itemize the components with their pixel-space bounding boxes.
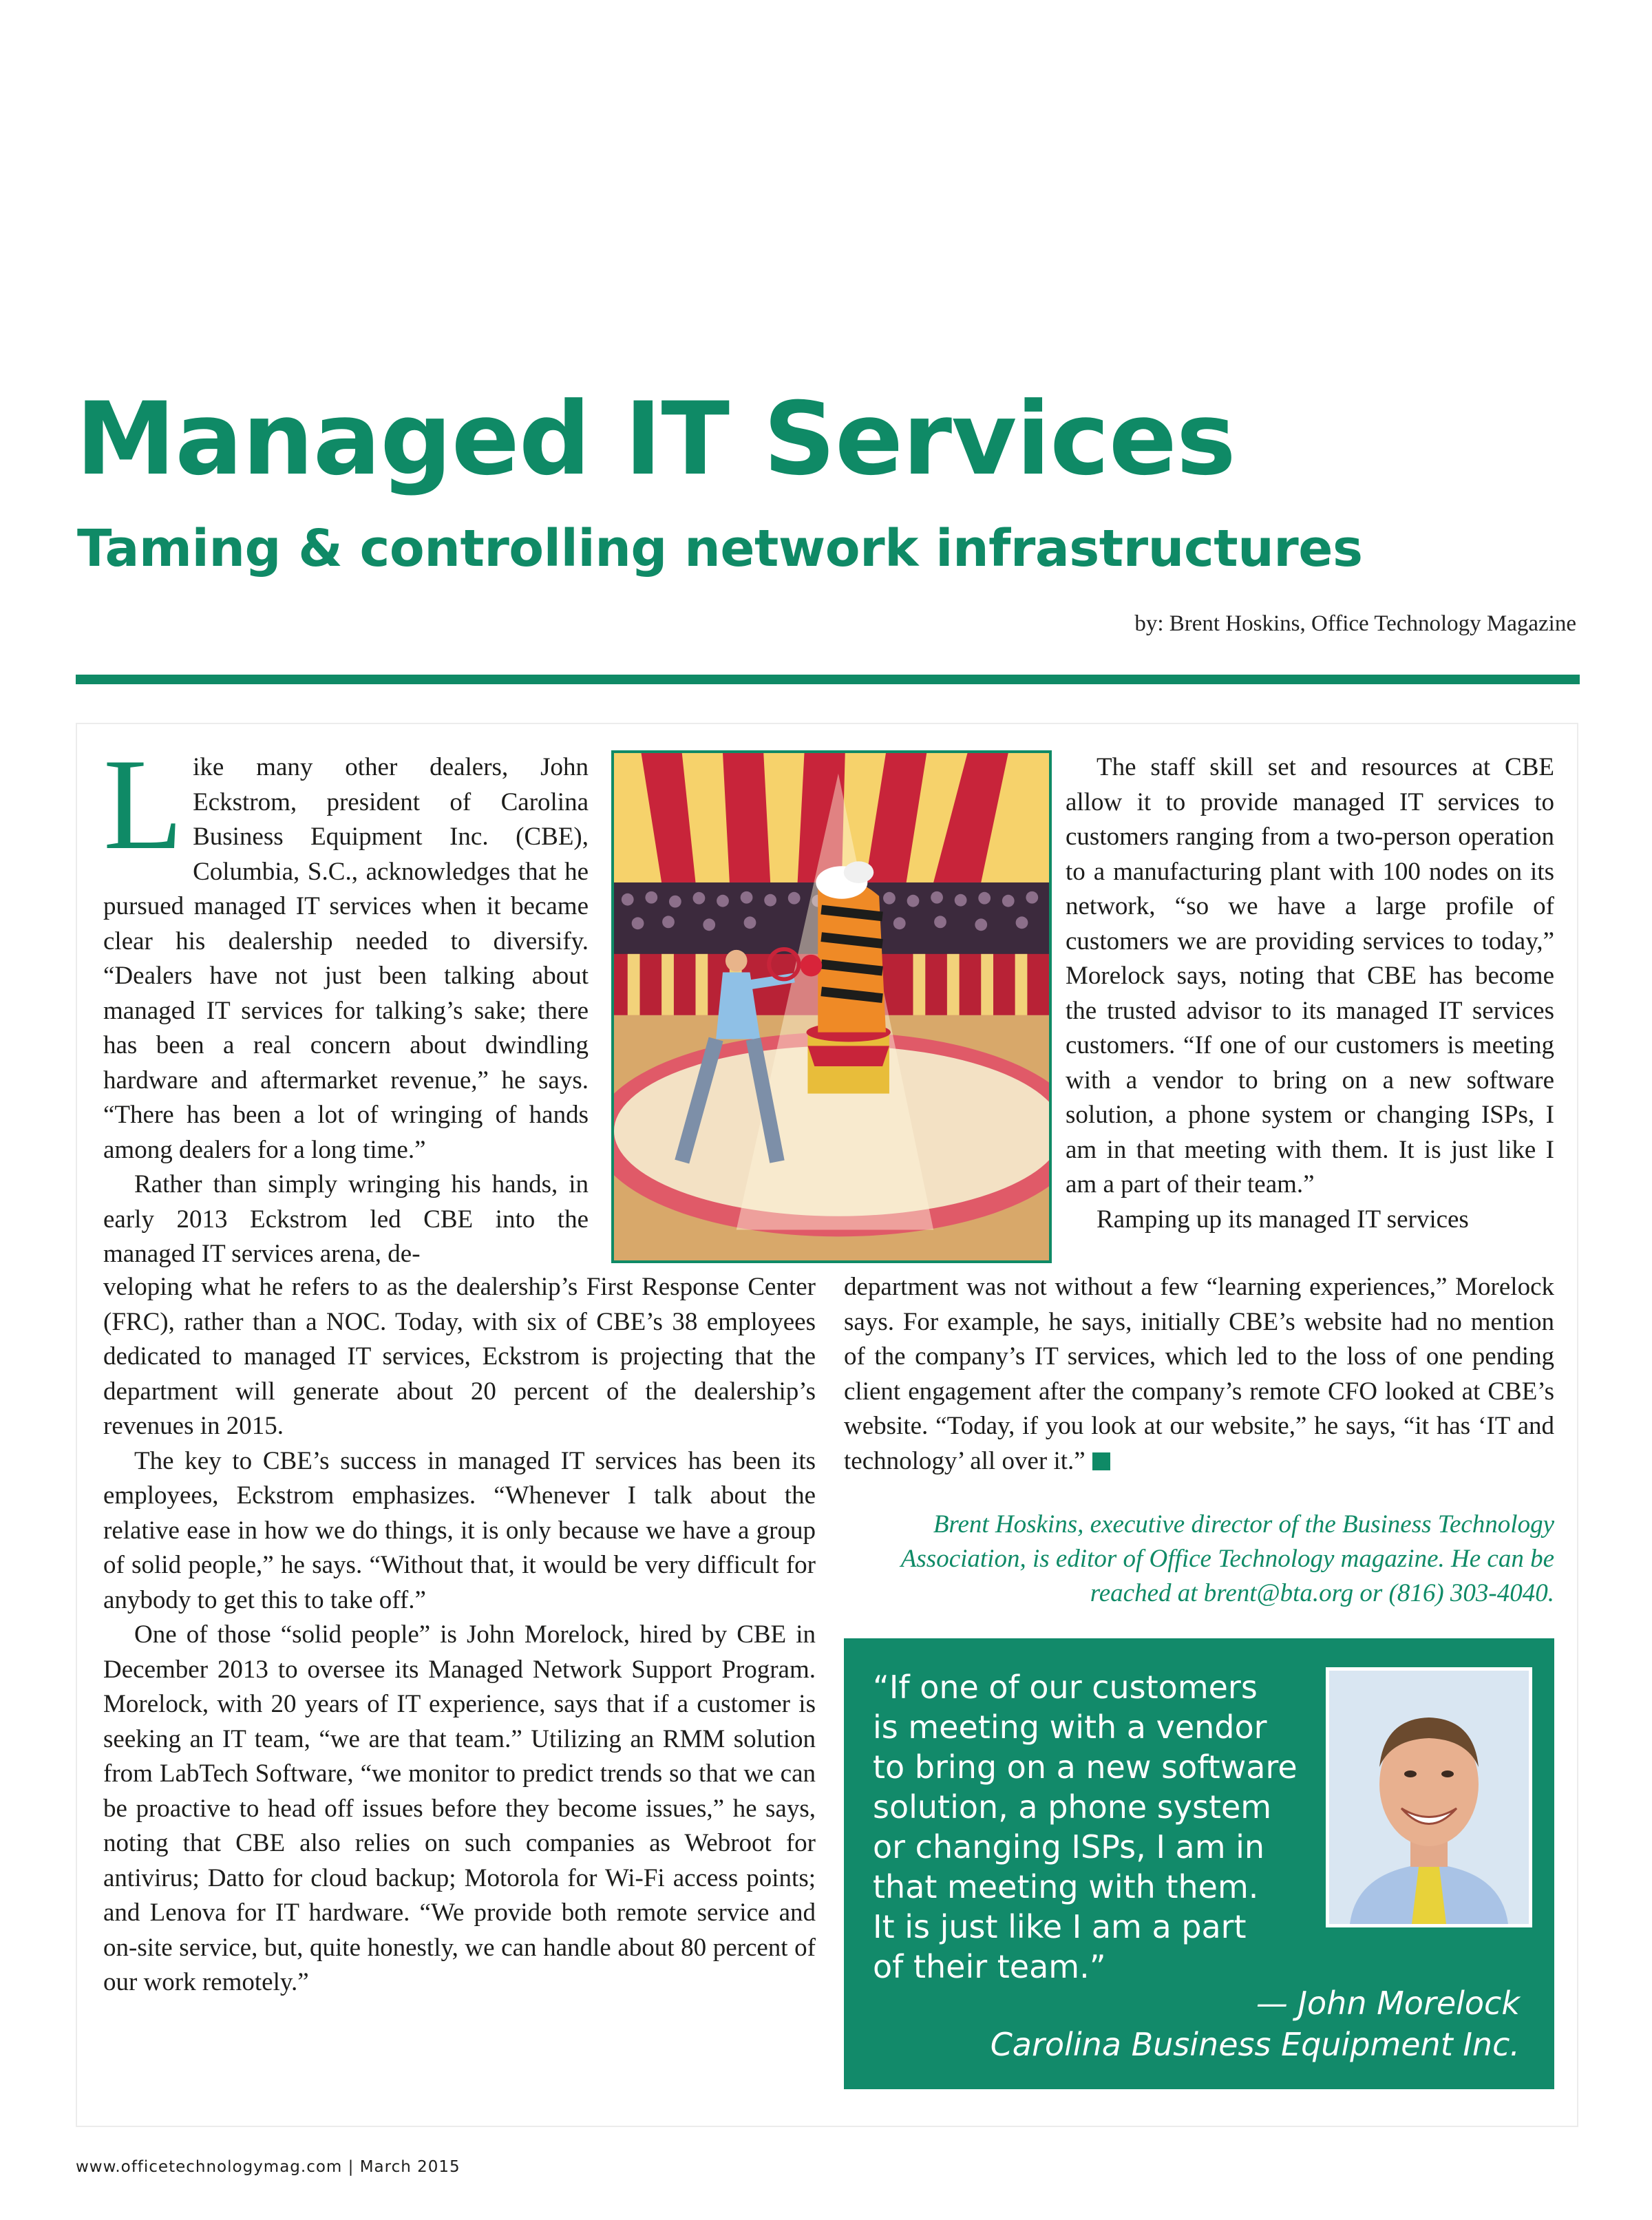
circus-illustration (611, 750, 1052, 1263)
quote-line: to bring on a new software (873, 1748, 1298, 1786)
end-mark-icon (1092, 1452, 1110, 1470)
byline: by: Brent Hoskins, Office Technology Magazine (1134, 611, 1576, 636)
paragraph-6-start: Ramping up its managed IT services (1097, 1205, 1469, 1234)
author-bio: Brent Hoskins, executive director of the Business Technology Association, is editor of Office Technology magazine. He can be reached at brent@bta.org or (816) 303-4040. (900, 1510, 1554, 1607)
headshot-photo (1326, 1667, 1532, 1927)
circus-tiger-image (614, 753, 1049, 1260)
pull-quote-attribution (991, 1983, 1520, 2065)
column-left-top (103, 732, 589, 1272)
column-right-top (1066, 750, 1554, 1237)
paragraph-1 (103, 732, 589, 1167)
quote-line: “If one of our customers (873, 1669, 1258, 1706)
column-left-bottom (103, 1270, 816, 2000)
paragraph-5: The staff skill set and resources at CBE allow it to provide managed IT services to customers ranging from a two-person operation to a manufacturing plant with 100 nodes on its network, “so we have a large profile of customers we are providing services to today,” Morelock says, noting that CBE has become the trusted advisor to its managed IT services customers. “If one of our customers is meeting with a vendor to bring on a new software solution, a phone system or changing ISPs, I am in that meeting with them. It is just like I am a part of their team.” (1066, 753, 1554, 1198)
article-subtitle: Taming & controlling network infrastructures (77, 519, 1363, 578)
pull-quote-text (873, 1667, 1313, 1987)
pull-quote-box (844, 1638, 1554, 2089)
column-right-bottom (844, 1270, 1554, 1479)
attribution-company: Carolina Business Equipment Inc. (990, 2026, 1520, 2063)
paragraph-6-end: department was not without a few “learning experiences,” Morelock says. For example, he says, initially CBE’s website had no mention of the company’s IT services, which led to the loss of one pending client engagement after the company’s remote CFO looked at CBE’s website. “Today, if you look at our website,” he says, “it has ‘IT and technology’ all over it.” (844, 1273, 1554, 1475)
attribution-name: — John Morelock (1256, 1985, 1520, 2022)
paragraph-2-end: veloping what he refers to as the dealership’s First Response Center (FRC), rather than a NOC. Today, with six of CBE’s 38 employees dedicated to managed IT services, Eckstrom is projecting that the department will generate about 20 percent of the dealership’s revenues in 2015. (103, 1273, 816, 1440)
article-title: Managed IT Services (76, 381, 1236, 498)
quote-line: of their team.” (873, 1948, 1106, 1985)
quote-line: or changing ISPs, I am in (873, 1828, 1265, 1865)
tiger (806, 861, 890, 1093)
quote-line: It is just like I am a part (873, 1908, 1247, 1945)
quote-line: is meeting with a vendor (873, 1709, 1267, 1746)
paragraph-3: The key to CBE’s success in managed IT services has been its employees, Eckstrom emphasizes. “Whenever I talk about the relative ease in how we do things, it is only because we have a group of solid people,” he says. “Without that, it would be very difficult for anybody to get this to take off.” (103, 1446, 816, 1614)
green-divider (76, 675, 1580, 684)
quote-line: solution, a phone system (873, 1788, 1272, 1826)
portrait-image (1329, 1671, 1529, 1924)
quote-line: that meeting with them. (873, 1868, 1259, 1905)
paragraph-2-start: Rather than simply wringing his hands, in early 2013 Eckstrom led CBE into the managed IT services arena, de- (103, 1170, 589, 1268)
page-footer: www.officetechnologymag.com | March 2015 (76, 2158, 460, 2176)
paragraph-4: One of those “solid people” is John Morelock, hired by CBE in December 2013 to oversee its Managed Network Support Program. Morelock, with 20 years of IT experience, says that if a customer is seeking an IT team, “we are that team.” Utilizing an RMM solution from LabTech Software, “we monitor to predict trends so that we can be proactive to head off issues before they become issues,” he says, noting that CBE also relies on such companies as Webroot for antivirus; Datto for cloud backup; Motorola for Wi-Fi access points; and Lenova for IT hardware. “We provide both remote service and on-site service, but, quite honestly, we can handle about 80 percent of our work remotely.” (103, 1620, 816, 1996)
drop-cap: L (103, 732, 184, 877)
paragraph-1-text: ike many other dealers, John Eckstrom, president of Carolina Business Equipment Inc. (CBE), Columbia, S.C., acknowledges that he pursued managed IT services when it became clear his dealership needed to diversify. “Dealers have not just been talking about managed IT services for talking’s sake; there has been a real concern about dwindling hardware and aftermarket revenue,” he says. “There has been a lot of wringing of hands among dealers for a long time.” (103, 753, 589, 1164)
